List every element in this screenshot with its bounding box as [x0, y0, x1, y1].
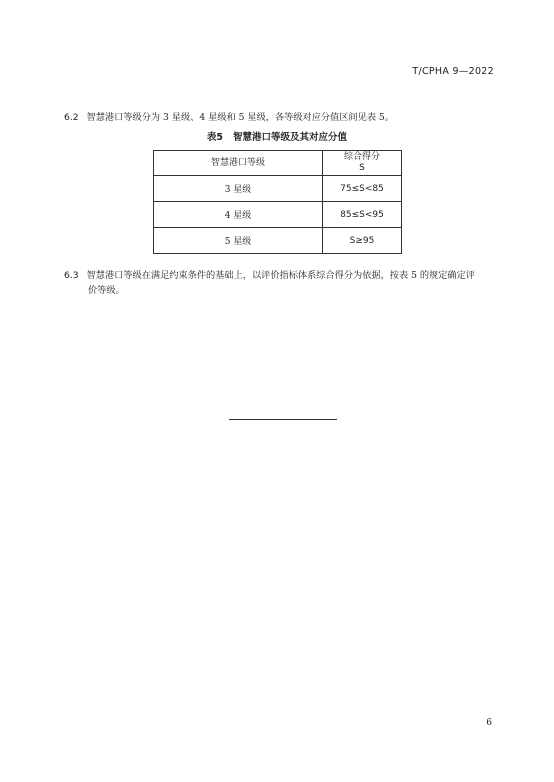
page-number: 6 [486, 718, 492, 728]
table-title: 智慧港口等级及其对应分值 [233, 132, 348, 143]
grade-cell: 3 星级 [154, 176, 323, 202]
table-label: 表5 [206, 132, 224, 143]
header-score-line1: 综合得分 [343, 152, 380, 162]
clause-number: 6.3 [64, 270, 79, 281]
clause-number: 6.2 [64, 112, 79, 123]
table-row [154, 176, 402, 202]
clause-text: 智慧港口等级分为 3 星级、4 星级和 5 星级，各等级对应分值区间见表 5。 [86, 112, 394, 123]
score-cell: 75≤S<85 [323, 176, 402, 202]
grade-cell: 5 星级 [154, 228, 323, 254]
score-cell: 85≤S<95 [323, 202, 402, 228]
header-grade: 智慧港口等级 [154, 151, 323, 176]
header-score [323, 151, 402, 176]
table-caption [0, 129, 554, 143]
table-row [154, 228, 402, 254]
standard-code: T/CPHA 9—2022 [412, 66, 494, 77]
clause-text-line2: 价等级。 [88, 285, 125, 296]
clause-6-3 [64, 268, 494, 298]
header-score-line2: S [359, 163, 365, 173]
score-cell: S≥95 [323, 228, 402, 254]
clause-6-2 [64, 110, 494, 125]
table-row [154, 202, 402, 228]
grade-cell: 4 星级 [154, 202, 323, 228]
clause-text-line1: 智慧港口等级在满足约束条件的基础上，以评价指标体系综合得分为依据，按表 5 的规定确定评 [86, 270, 475, 281]
end-of-document-rule [229, 419, 337, 420]
table-header-row [154, 151, 402, 176]
grade-score-table [153, 150, 402, 254]
